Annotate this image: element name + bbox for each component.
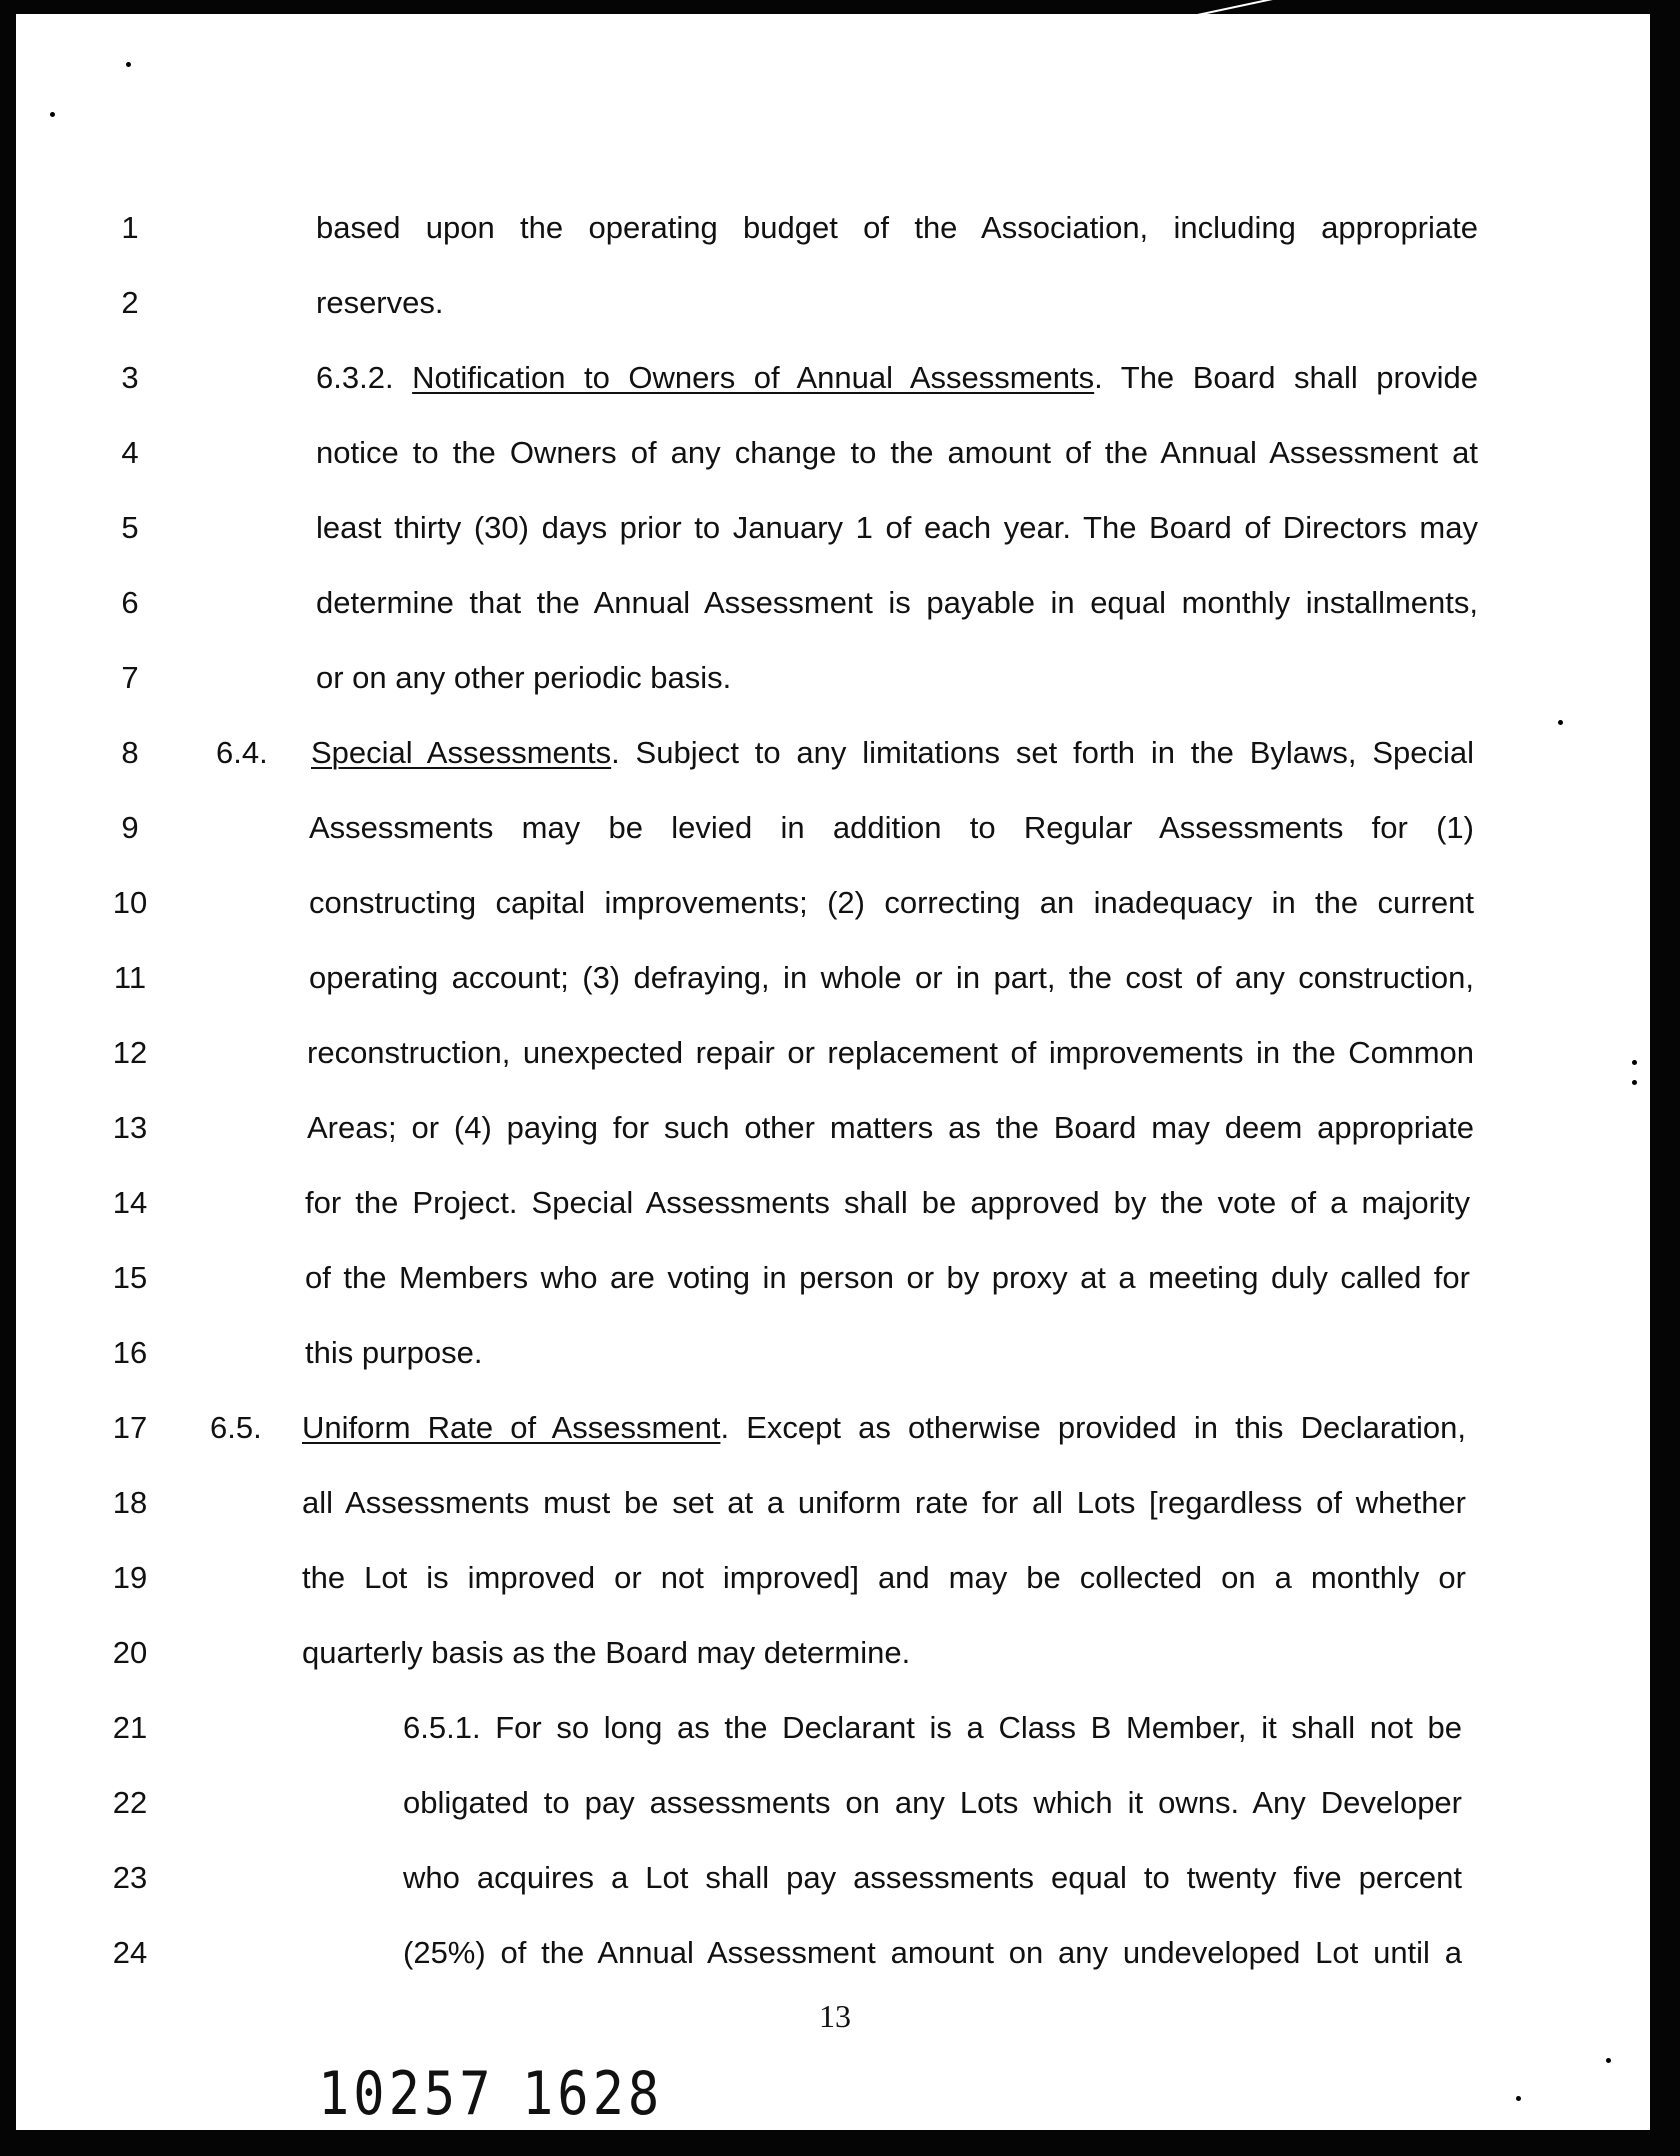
line-number: 22 [112, 1785, 148, 1820]
line-text [403, 1710, 1462, 1746]
document-line [0, 575, 1680, 635]
text-run: determine that the Annual Assessment is payable in equal monthly installments, [316, 585, 1478, 620]
line-number: 21 [112, 1710, 148, 1745]
document-line [0, 800, 1680, 860]
line-number: 18 [112, 1485, 148, 1520]
scan-speck [50, 112, 55, 117]
text-run: (25%) of the Annual Assessment amount on any undeveloped Lot until a [403, 1935, 1462, 1970]
line-text [316, 510, 1478, 546]
document-line [0, 950, 1680, 1010]
recording-page-number: 1628 [522, 2060, 664, 2129]
text-run: operating account; (3) defraying, in whole or in part, the cost of any construction, [309, 960, 1474, 995]
text-run: . Except as otherwise provided in this Declaration, [720, 1410, 1466, 1445]
line-text [305, 1335, 1470, 1371]
line-number: 4 [121, 435, 139, 470]
document-line [0, 1925, 1680, 1985]
text-run: least thirty (30) days prior to January 1 of each year. The Board of Directors may [316, 510, 1478, 545]
line-text [316, 585, 1478, 621]
line-text [302, 1560, 1466, 1596]
text-run: or on any other periodic basis. [316, 660, 732, 695]
line-text [403, 1860, 1462, 1896]
text-run: . Subject to any limitations set forth in the Bylaws, Special [611, 735, 1474, 770]
recording-book-number: 10257 [318, 2060, 495, 2129]
line-text [302, 1485, 1466, 1521]
document-line [0, 650, 1680, 710]
line-number: 23 [112, 1860, 148, 1895]
line-text [316, 360, 1478, 396]
document-line [0, 1400, 1680, 1460]
line-number: 1 [121, 210, 139, 245]
line-number: 20 [112, 1635, 148, 1670]
text-run: who acquires a Lot shall pay assessments equal to twenty five percent [403, 1860, 1462, 1895]
text-run: obligated to pay assessments on any Lots which it owns. Any Developer [403, 1785, 1462, 1820]
line-number: 11 [113, 960, 147, 995]
text-run: of the Members who are voting in person or by proxy at a meeting duly called for [305, 1260, 1470, 1295]
scan-speck [1516, 2096, 1521, 2101]
text-run: 6.3.2. [316, 360, 413, 395]
line-number: 13 [112, 1110, 148, 1145]
text-run: reserves. [316, 285, 444, 320]
line-number: 10 [112, 885, 148, 920]
scan-scratch [1191, 0, 1279, 17]
document-line [0, 725, 1680, 785]
line-number: 19 [112, 1560, 148, 1595]
section-number: 6.4. [216, 735, 268, 770]
line-text [316, 435, 1478, 471]
line-text [307, 1110, 1474, 1146]
document-line [0, 1325, 1680, 1385]
line-text [316, 660, 1478, 696]
document-line [0, 1550, 1680, 1610]
document-line [0, 1625, 1680, 1685]
document-line [0, 500, 1680, 560]
text-run: constructing capital improvements; (2) correcting an inadequacy in the current [309, 885, 1474, 920]
line-text [305, 1260, 1470, 1296]
line-text [403, 1785, 1462, 1821]
line-number: 17 [112, 1410, 148, 1445]
document-line [0, 350, 1680, 410]
document-line [0, 1775, 1680, 1835]
line-number: 8 [121, 735, 139, 770]
line-number: 7 [121, 660, 139, 695]
line-text [305, 1185, 1470, 1221]
document-line [0, 1850, 1680, 1910]
text-run: this purpose. [305, 1335, 483, 1370]
section-heading: Uniform Rate of Assessment [302, 1410, 721, 1445]
line-text [302, 1410, 1466, 1446]
line-number: 6 [121, 585, 139, 620]
document-line [0, 1475, 1680, 1535]
document-line [0, 425, 1680, 485]
line-number: 12 [112, 1035, 148, 1070]
line-text [403, 1935, 1462, 1971]
line-text [316, 285, 1478, 321]
line-text [309, 960, 1474, 996]
scan-speck [126, 62, 131, 67]
text-run: based upon the operating budget of the Association, including appropriate [316, 210, 1478, 245]
document-line [0, 1250, 1680, 1310]
line-text [309, 810, 1474, 846]
line-text [316, 210, 1478, 246]
text-run: all Assessments must be set at a uniform rate for all Lots [regardless of whether [302, 1485, 1466, 1520]
text-run: Assessments may be levied in addition to Regular Assessments for (1) [309, 810, 1474, 845]
section-heading: Notification to Owners of Annual Assessments [412, 360, 1095, 395]
line-number: 14 [112, 1185, 148, 1220]
section-number: 6.5. [210, 1410, 262, 1445]
document-line [0, 275, 1680, 335]
line-number: 5 [121, 510, 139, 545]
document-line [0, 875, 1680, 935]
scan-speck [1606, 2058, 1611, 2063]
line-number: 24 [112, 1935, 148, 1970]
text-run: Areas; or (4) paying for such other matters as the Board may deem appropriate [307, 1110, 1474, 1145]
text-run: quarterly basis as the Board may determine. [302, 1635, 911, 1670]
line-number: 9 [121, 810, 139, 845]
document-line [0, 1175, 1680, 1235]
text-run: 6.5.1. For so long as the Declarant is a Class B Member, it shall not be [403, 1710, 1462, 1745]
line-text [302, 1635, 1466, 1671]
line-text [307, 1035, 1474, 1071]
document-line [0, 1025, 1680, 1085]
document-line [0, 1100, 1680, 1160]
text-run: the Lot is improved or not improved] and may be collected on a monthly or [302, 1560, 1466, 1595]
line-number: 2 [121, 285, 139, 320]
line-text [311, 735, 1474, 771]
text-run: for the Project. Special Assessments shall be approved by the vote of a majority [305, 1185, 1470, 1220]
line-text [309, 885, 1474, 921]
page-number: 13 [819, 1998, 851, 2034]
text-run: . The Board shall provide [1094, 360, 1478, 395]
document-line [0, 1700, 1680, 1760]
line-number: 3 [121, 360, 139, 395]
section-heading: Special Assessments [311, 735, 612, 770]
line-number: 15 [112, 1260, 148, 1295]
text-run: reconstruction, unexpected repair or replacement of improvements in the Common [307, 1035, 1474, 1070]
text-run: notice to the Owners of any change to the amount of the Annual Assessment at [316, 435, 1478, 470]
line-number: 16 [112, 1335, 148, 1370]
document-line [0, 200, 1680, 260]
